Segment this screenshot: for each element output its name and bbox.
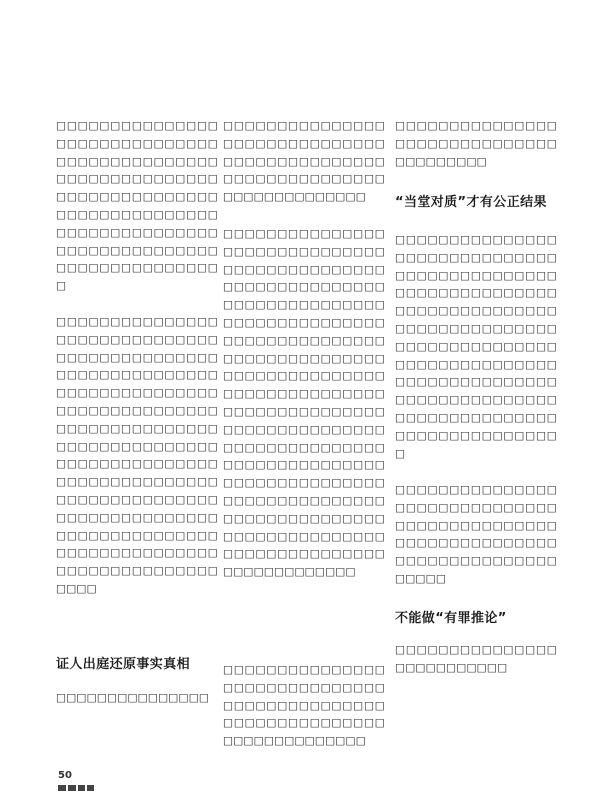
section-heading: 证人出庭还原事实真相 xyxy=(56,657,191,672)
section-heading: “当堂对质”才有公正结果 xyxy=(395,195,547,210)
body-paragraph: □□□□□□□□□□□□□□□ xyxy=(56,692,210,704)
body-paragraph: □□□□□□□□□□□□□□□□□□□□□□□□□□□□□□□□□□□□□□□□□□□□□□□□□□□□□□□□□□□□□□□□□□□□□□□□□□□□□□□□□□□□□□□□□□□□□□□□□□□□□□□□□□□□□□□□□□□□□□□□□□□□□□□□□□□□□□□□□□□□□□□□□□□□□□□□□□□□□□□□□□□□□□□□□□□□□□□□□□□□□□□□□□□□□□□□□□□□□□□□□□□□□□□□□□□□□□□□□□□□□□□□□□□□□□□□□□□□□□□□□□□□□□□□□□□□□□□□□□□□□□□□□□□□□□□□□□□□□□□□□□□□□□□□□□□□□□□□□□ xyxy=(223,228,385,579)
body-paragraph: □□□□□□□□□□□□□□□□□□□□□□□□□□ xyxy=(395,644,557,674)
page-footer xyxy=(58,770,138,792)
section-heading: 不能做“有罪推论” xyxy=(395,611,507,626)
body-paragraph: □□□□□□□□□□□□□□□□□□□□□□□□□□□□□□□□□□□□□□□□□□□□□□□□□□□□□□□□□□□□□□□□□□□□□□□□□□□□□□□□□□□□□□□□□□□□□□□□□□□□□□□□□□□□□□□□□□□□□□□□□□□□□□□□□□□□□□□□ xyxy=(56,120,218,293)
column-middle xyxy=(223,118,385,764)
page-number: 50 xyxy=(58,770,72,781)
body-paragraph: □□□□□□□□□□□□□□□□□□□□□□□□□□□□□□□□□□□□□□□□□□□□□□□□□□□□□□□□□□□□□□□□□□□□□□□□□□ xyxy=(223,120,385,204)
column-left xyxy=(56,118,218,712)
body-paragraph: □□□□□□□□□□□□□□□□□□□□□□□□□□□□□□□□□□□□□□□□□□□□□□□□□□□□□□□□□□□□□□□□□□□□□□□□□□□□□□□□ xyxy=(395,484,557,585)
column-right xyxy=(395,118,557,682)
body-paragraph: □□□□□□□□□□□□□□□□□□□□□□□□□□□□□□□□□□□□□□□□□□□□□□□□□□□□□□□□□□□□□□□□□□□□□□□□□□□□□□□□□□□□□□□□□□□□□□□□□□□□□□□□□□□□□□□□□□□□□□□□□□□□□□□□□□□□□□□□□□□□□□□□□□□□□□□□□□□□□□□□□□□□□□□□□□□□□□□□□□□□□ xyxy=(395,234,557,460)
magazine-logo xyxy=(58,784,94,792)
body-paragraph: □□□□□□□□□□□□□□□□□□□□□□□□□□□□□□□□□□□□□□□□□□□□□□□□□□□□□□□□□□□□□□□□□□□□□□□□□□ xyxy=(223,664,385,748)
body-paragraph: □□□□□□□□□□□□□□□□□□□□□□□□□□□□□□□□□□□□□□□□□□□□□□□□□□□□□□□□□□□□□□□□□□□□□□□□□□□□□□□□□□□□□□□□□□□□□□□□□□□□□□□□□□□□□□□□□□□□□□□□□□□□□□□□□□□□□□□□□□□□□□□□□□□□□□□□□□□□□□□□□□□□□□□□□□□□□□□□□□□□□□□□□□□□□□□□□□□□□□□□□□□□□□□□□□□□□□□□□□□□□□□□□□□□□ xyxy=(56,316,218,595)
body-paragraph: □□□□□□□□□□□□□□□□□□□□□□□□□□□□□□□□□□□□□□□ xyxy=(395,120,557,168)
